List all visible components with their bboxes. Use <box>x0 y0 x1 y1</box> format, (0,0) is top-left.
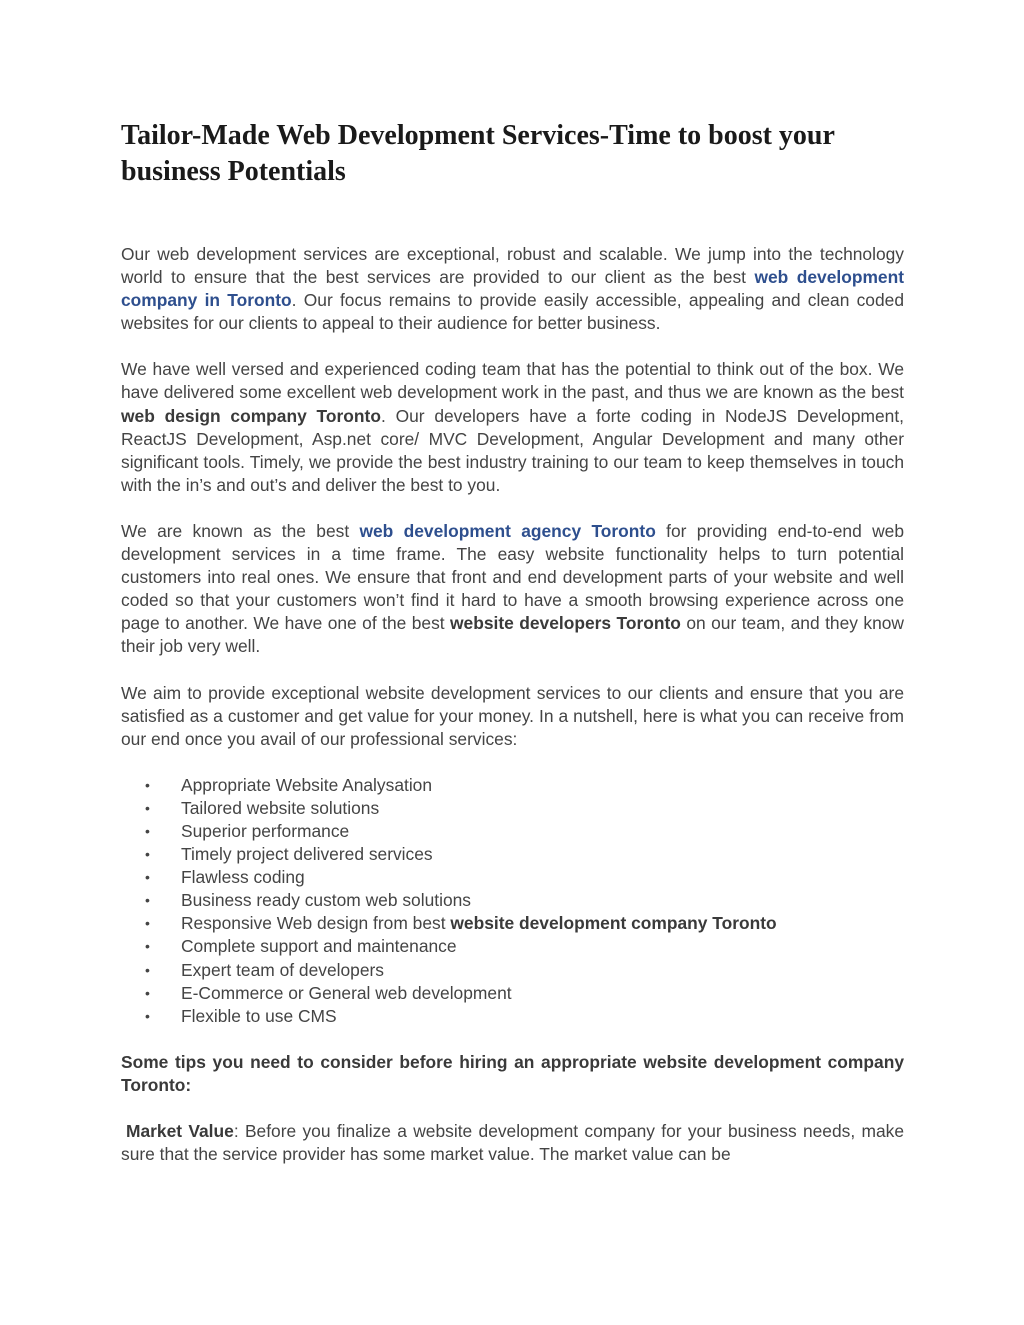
tips-heading: Some tips you need to consider before hiring an appropriate website development company Toronto: <box>121 1051 904 1095</box>
list-item-text: Tailored website solutions <box>181 797 380 818</box>
page-title: Tailor-Made Web Development Services-Time to boost your business Potentials <box>121 120 835 187</box>
web-design-company-bold: web design company Toronto <box>121 405 381 426</box>
website-development-company-bold: website development company Toronto <box>450 913 777 934</box>
intro-text-2: . Our focus remains to provide easily accessible, appealing and clean coded websites for our clients to appeal to their audience for better business. <box>121 290 904 334</box>
agency-text-1: We are known as the best <box>121 520 360 541</box>
market-value-label: Market Value <box>126 1121 234 1141</box>
spacer <box>121 659 904 682</box>
list-item <box>121 843 904 866</box>
list-item-text: Responsive Web design from best <box>181 913 451 934</box>
list-item <box>121 1005 904 1028</box>
spacer <box>121 1097 904 1120</box>
list-item <box>121 820 904 843</box>
bullet-icon: • <box>145 1007 150 1024</box>
market-value-paragraph <box>121 1120 904 1166</box>
market-value-text: : Before you finalize a website development company for your business needs, make sure that the service provider has some market value. The market value can be <box>121 1121 904 1165</box>
bullet-icon: • <box>145 984 150 1001</box>
team-text-1: We have well versed and experienced coding team that has the potential to think out of the box. We have delivered some excellent web development work in the past, and thus we are known as the best <box>121 359 904 403</box>
team-text-2: . Our developers have a forte coding in NodeJS Development, ReactJS Development, Asp.net core/ MVC Development, Angular Development and many other significant tools. Timely, we provide the best industry training to our team to keep themselves in touch with the in’s and out’s and deliver the best to you. <box>121 405 905 495</box>
list-item <box>121 912 904 935</box>
list-item-text: Business ready custom web solutions <box>181 890 471 911</box>
bullet-icon: • <box>145 961 150 978</box>
spacer <box>121 497 904 520</box>
spacer <box>121 190 904 243</box>
bullet-icon: • <box>145 938 150 955</box>
bullet-icon: • <box>145 776 150 793</box>
list-item-text: Appropriate Website Analysation <box>181 774 433 795</box>
list-item-text: Flawless coding <box>181 867 305 888</box>
bullet-icon: • <box>145 915 150 932</box>
agency-text-2: for providing end-to-end web development services in a time frame. The easy website functionality helps to turn potential customers into real ones. We ensure that front and end development parts of your website and well coded so that your customers won’t find it hard to have a smooth browsing experience across one page to another. We have one of the best <box>121 520 904 634</box>
spacer <box>121 335 904 358</box>
document-page <box>121 118 904 1166</box>
list-item-text: Superior performance <box>181 820 350 841</box>
bullet-icon: • <box>145 799 150 816</box>
web-development-company-link[interactable]: web development company in Toronto <box>121 267 904 311</box>
list-item-text: Timely project delivered services <box>181 844 433 865</box>
list-item-text: Flexible to use CMS <box>181 1005 337 1026</box>
website-developers-bold: website developers Toronto <box>450 613 681 634</box>
list-item <box>121 797 904 820</box>
services-list <box>121 774 904 1028</box>
bullet-icon: • <box>145 869 150 886</box>
list-item <box>121 935 904 958</box>
agency-text-3: on our team, and they know their job very well. <box>121 613 904 657</box>
bullet-icon: • <box>145 822 150 839</box>
intro-text-1: Our web development services are exceptional, robust and scalable. We jump into the technology world to ensure that the best services are provided to our client as the best <box>121 244 904 288</box>
spacer <box>121 1028 904 1051</box>
list-item <box>121 982 904 1005</box>
bullet-icon: • <box>145 892 150 909</box>
intro-paragraph <box>121 243 904 335</box>
spacer <box>121 751 904 774</box>
list-item-text: E-Commerce or General web development <box>181 982 512 1003</box>
bullet-icon: • <box>145 846 150 863</box>
list-item <box>121 774 904 797</box>
list-item <box>121 889 904 912</box>
list-item <box>121 866 904 889</box>
list-item <box>121 959 904 982</box>
team-paragraph <box>121 358 904 497</box>
web-development-agency-link[interactable]: web development agency Toronto <box>359 520 656 541</box>
list-item-text: Complete support and maintenance <box>181 936 457 957</box>
agency-paragraph <box>121 520 904 659</box>
list-item-text: Expert team of developers <box>181 959 384 980</box>
services-intro-paragraph: We aim to provide exceptional website development services to our clients and ensure that you are satisfied as a customer and get value for your money. In a nutshell, here is what you can receive from our end once you avail of our professional services: <box>121 682 904 749</box>
